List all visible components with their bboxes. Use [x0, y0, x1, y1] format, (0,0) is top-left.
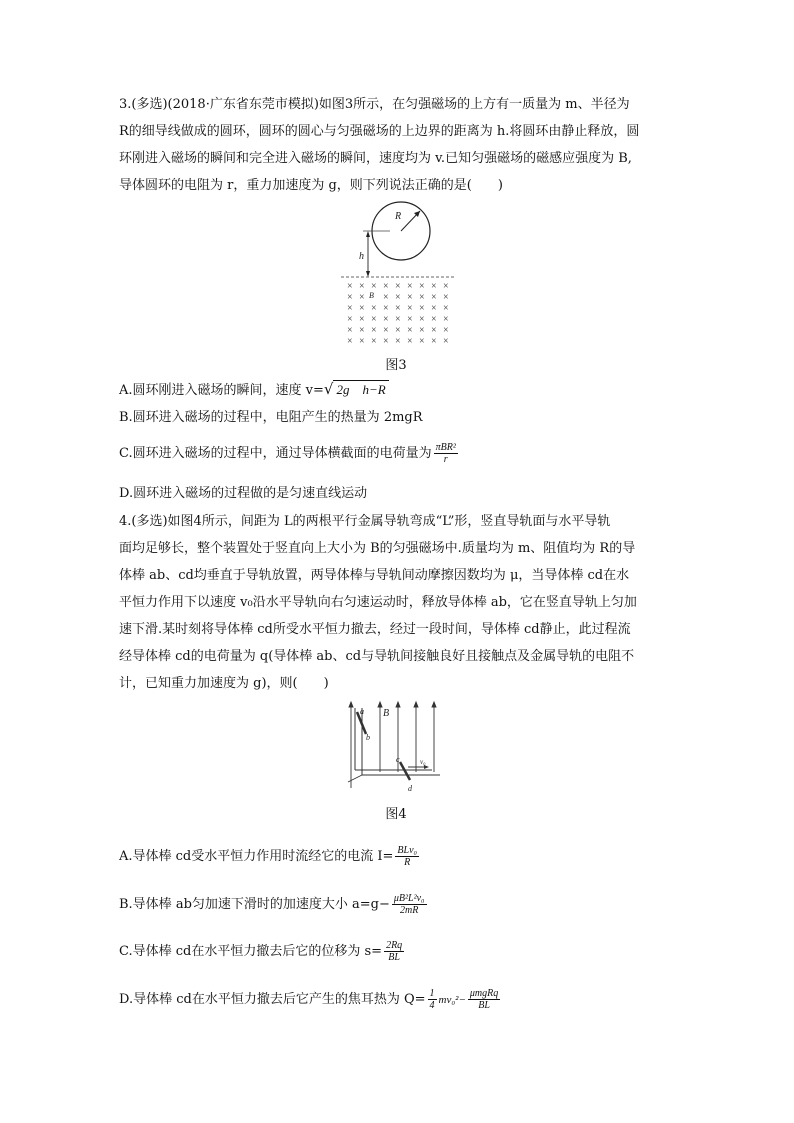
svg-text:×: × — [419, 303, 425, 314]
q4-option-a-fraction — [395, 845, 419, 868]
q4-option-c-denominator: BL — [388, 952, 400, 963]
q4-option-d-numerator-1: 1 — [429, 988, 435, 999]
svg-text:×: × — [347, 292, 353, 303]
q4-stem-line-3: 体棒 ab、cd均垂直于导轨放置，两导体棒与导轨间动摩擦因数均为 μ，当导体棒 cd在水 — [119, 568, 630, 583]
q4-option-c-text: C.导体棒 cd在水平恒力撤去后它的位移为 s= — [119, 944, 383, 959]
svg-text:×: × — [407, 336, 413, 347]
svg-text:×: × — [443, 303, 449, 314]
q3-option-a — [119, 380, 389, 400]
svg-text:×: × — [443, 314, 449, 325]
label-h: h — [359, 251, 364, 262]
label-d: d — [408, 784, 412, 793]
q4-option-d-fraction-1 — [428, 988, 437, 1011]
svg-text:×: × — [419, 336, 425, 347]
svg-text:×: × — [407, 303, 413, 314]
q3-option-c-text: C.圆环进入磁场的过程中，通过导体横截面的电荷量为 — [119, 446, 432, 461]
svg-text:×: × — [359, 292, 365, 303]
svg-text:×: × — [407, 314, 413, 325]
q3-stem-line-2: R的细导线做成的圆环，圆环的圆心与匀强磁场的上边界的距离为 h.将圆环由静止释放，圆 — [119, 124, 640, 139]
q3-option-c-denominator: r — [443, 454, 448, 465]
q4-option-a-denominator: R — [404, 857, 411, 868]
svg-text:×: × — [419, 314, 425, 325]
q4-option-d-middle: mv₀²− — [438, 994, 466, 1006]
svg-text:×: × — [359, 325, 365, 336]
q4-stem-line-5: 速下滑.某时刻将导体棒 cd所受水平恒力撤去，经过一段时间，导体棒 cd静止，此过程流 — [119, 622, 631, 637]
q4-stem-line-1: 4.(多选)如图4所示，间距为 L的两根平行金属导轨弯成“L”形，竖直导轨面与水平导轨 — [119, 514, 611, 529]
label-R: R — [395, 211, 402, 222]
q4-option-a-numerator: BLv₀ — [397, 845, 418, 856]
svg-text:×: × — [443, 336, 449, 347]
svg-text:×: × — [419, 292, 425, 303]
magnetic-field-crosses — [347, 281, 449, 347]
q3-stem-line-1: 3.(多选)(2018·广东省东莞市模拟)如图3所示，在匀强磁场的上方有一质量为 m、半径为 — [119, 97, 630, 112]
svg-text:×: × — [443, 325, 449, 336]
q3-option-d: D.圆环进入磁场的过程做的是匀速直线运动 — [119, 486, 368, 501]
svg-text:×: × — [431, 303, 437, 314]
q3-stem-line-3: 环刚进入磁场的瞬间和完全进入磁场的瞬间，速度均为 v.已知匀强磁场的磁感应强度为 B, — [119, 151, 632, 166]
svg-text:×: × — [419, 281, 425, 292]
label-c: c — [396, 755, 400, 764]
q3-option-c-numerator: πBR² — [435, 442, 456, 453]
q4-option-b-text: B.导体棒 ab匀加速下滑时的加速度大小 a=g− — [119, 897, 390, 912]
q4-option-c-numerator: 2Rq — [386, 940, 403, 951]
q3-option-a-text: A.圆环刚进入磁场的瞬间，速度 v= — [119, 383, 324, 398]
svg-text:×: × — [395, 292, 401, 303]
q4-option-c — [119, 940, 406, 963]
svg-text:×: × — [419, 325, 425, 336]
figure-4-rails-diagram — [340, 700, 450, 795]
q4-option-a — [119, 845, 421, 868]
svg-text:×: × — [371, 325, 377, 336]
svg-text:×: × — [395, 303, 401, 314]
svg-text:×: × — [431, 325, 437, 336]
svg-text:×: × — [383, 303, 389, 314]
svg-text:×: × — [383, 336, 389, 347]
figure-3-ring-magnetic-field — [335, 197, 465, 347]
q4-option-b-denominator: 2mR — [400, 905, 419, 916]
svg-text:×: × — [371, 314, 377, 325]
q4-stem-line-7: 计，已知重力加速度为 g)，则( ) — [119, 676, 329, 691]
svg-text:×: × — [407, 281, 413, 292]
label-v0: v₀ — [420, 758, 426, 766]
svg-text:×: × — [359, 336, 365, 347]
svg-text:×: × — [383, 325, 389, 336]
svg-text:×: × — [431, 314, 437, 325]
sqrt-sign: √ — [323, 380, 334, 398]
figure-3-caption: 图3 — [385, 358, 407, 373]
svg-text:×: × — [395, 325, 401, 336]
q4-option-c-fraction — [384, 940, 404, 963]
q4-stem-line-4: 平恒力作用下以速度 v₀沿水平导轨向右匀速运动时，释放导体棒 ab，它在竖直导轨上匀加 — [119, 595, 637, 610]
svg-text:×: × — [407, 292, 413, 303]
svg-text:×: × — [347, 281, 353, 292]
q4-option-d-denominator-2: BL — [478, 1000, 490, 1011]
q4-option-b-fraction — [392, 893, 427, 916]
svg-text:×: × — [395, 281, 401, 292]
label-a: a — [360, 707, 364, 716]
svg-text:×: × — [443, 292, 449, 303]
svg-text:×: × — [383, 314, 389, 325]
svg-text:×: × — [347, 303, 353, 314]
q4-stem-line-6: 经导体棒 cd的电荷量为 q(导体棒 ab、cd与导轨间接触良好且接触点及金属导轨的电阻不 — [119, 649, 635, 664]
q4-option-a-text: A.导体棒 cd受水平恒力作用时流经它的电流 I= — [119, 849, 394, 864]
svg-text:×: × — [347, 314, 353, 325]
q4-option-b — [119, 893, 429, 916]
q4-option-d-denominator-1: 4 — [429, 1000, 435, 1011]
svg-text:×: × — [371, 303, 377, 314]
q4-option-b-numerator: μB²L²v₀ — [393, 893, 425, 904]
q4-option-d-fraction-2 — [468, 988, 500, 1011]
svg-text:×: × — [383, 281, 389, 292]
label-b: b — [366, 733, 370, 742]
q3-option-b: B.圆环进入磁场的过程中，电阻产生的热量为 2mgR — [119, 410, 423, 425]
q3-stem-line-4: 导体圆环的电阻为 r，重力加速度为 g，则下列说法正确的是( ) — [119, 178, 503, 193]
svg-text:×: × — [347, 336, 353, 347]
q3-option-c-fraction — [434, 442, 458, 465]
q4-stem-line-2: 面均足够长，整个装置处于竖直向上大小为 B的匀强磁场中.质量均为 m、阻值均为 R的导 — [119, 541, 636, 556]
svg-text:×: × — [383, 292, 389, 303]
q4-option-d-text: D.导体棒 cd在水平恒力撤去后它产生的焦耳热为 Q= — [119, 992, 426, 1007]
svg-text:×: × — [371, 336, 377, 347]
svg-text:×: × — [395, 336, 401, 347]
svg-text:×: × — [431, 292, 437, 303]
svg-text:×: × — [431, 281, 437, 292]
svg-text:×: × — [395, 314, 401, 325]
svg-text:×: × — [407, 325, 413, 336]
q3-option-a-radicand: 2g h−R — [333, 380, 388, 399]
q4-option-d-numerator-2: μmgRq — [469, 988, 499, 999]
svg-text:×: × — [431, 336, 437, 347]
svg-text:×: × — [443, 281, 449, 292]
q4-option-d — [119, 988, 502, 1011]
rod-cd — [400, 762, 410, 780]
label-B: B — [383, 708, 390, 719]
label-B: B — [369, 291, 374, 300]
svg-text:×: × — [359, 314, 365, 325]
svg-text:×: × — [347, 325, 353, 336]
svg-text:×: × — [359, 303, 365, 314]
figure-4-caption: 图4 — [385, 807, 407, 822]
svg-text:×: × — [359, 281, 365, 292]
svg-text:×: × — [371, 281, 377, 292]
q3-option-c — [119, 442, 460, 465]
